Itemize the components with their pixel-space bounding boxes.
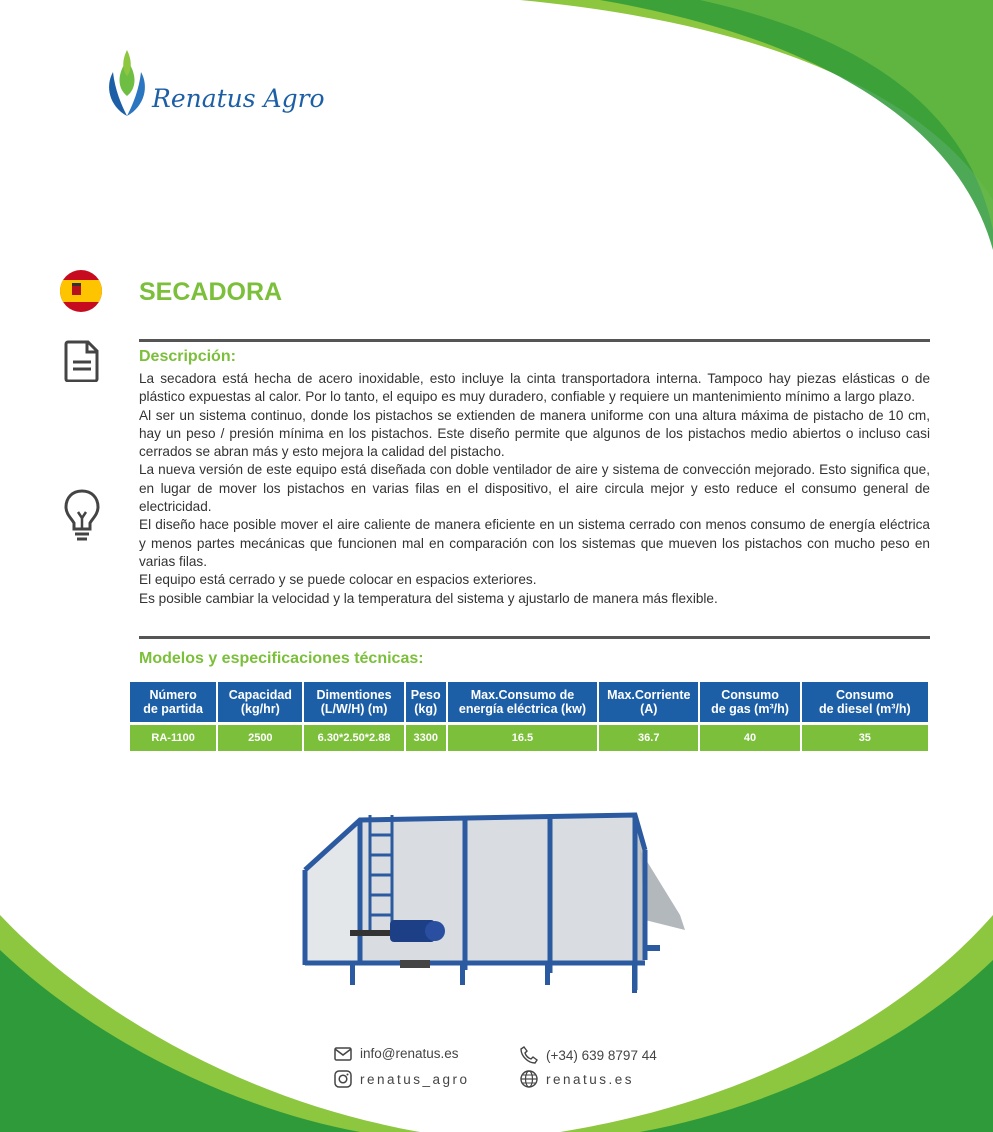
logo-leaf-icon <box>105 46 151 118</box>
mail-icon <box>334 1047 352 1061</box>
header-gas: Consumo de gas (m³/h) <box>700 682 799 725</box>
description-paragraph: El diseño hace posible mover el aire caliente de manera eficiente en un sistema cerrado con menos consumo de energía eléctrica y menos partes mecánicas que funcionen mal en comparación con los sistemas que mueven los pistachos con mucho peso en varias filas. <box>139 517 930 569</box>
divider-top <box>139 339 930 342</box>
instagram-text: renatus_agro <box>360 1071 470 1087</box>
description-body <box>139 370 930 608</box>
specs-table <box>128 682 930 751</box>
page-title: SECADORA <box>139 278 283 306</box>
cell-current: 36.7 <box>599 725 698 751</box>
table-row <box>130 725 928 751</box>
contact-website[interactable] <box>520 1070 634 1088</box>
cell-capacity: 2500 <box>218 725 302 751</box>
header-current: Max.Corriente (A) <box>599 682 698 725</box>
instagram-icon <box>334 1070 352 1088</box>
description-paragraph: La secadora está hecha de acero inoxidable, esto incluye la cinta transportadora interna. Tampoco hay piezas elásticas o de plástico expuestas al calor. Por lo tanto, el equipo es muy duradero, confiable y requiere un mantenimiento mínimo a largo plazo. <box>139 371 930 405</box>
description-paragraph: La nueva versión de este equipo está diseñada con doble ventilador de aire y sistema de convección mejorado. Esto significa que, en lugar de mover los pistachos en varias filas en el dispositivo, el aire circula mejor y esto reduce el consumo general de electricidad. <box>139 462 930 515</box>
cell-diesel: 35 <box>802 725 928 751</box>
contact-instagram[interactable] <box>334 1070 470 1088</box>
brand-name: Renatus Agro <box>152 84 325 113</box>
document-icon <box>64 340 100 382</box>
header-power: Max.Consumo de energía eléctrica (kw) <box>448 682 597 725</box>
cell-power: 16.5 <box>448 725 597 751</box>
divider-middle <box>139 636 930 639</box>
cell-weight: 3300 <box>406 725 446 751</box>
table-header-row <box>130 682 928 725</box>
phone-icon <box>520 1046 538 1064</box>
header-capacity: Capacidad (kg/hr) <box>218 682 302 725</box>
contact-email[interactable] <box>334 1046 459 1061</box>
contact-phone[interactable] <box>520 1046 657 1064</box>
header-weight: Peso (kg) <box>406 682 446 725</box>
header-part-number: Número de partida <box>130 682 216 725</box>
phone-text: (+34) 639 8797 44 <box>546 1047 657 1063</box>
description-paragraph: El equipo está cerrado y se puede colocar en espacios exteriores. <box>139 572 537 588</box>
description-paragraph: Es posible cambiar la velocidad y la temperatura del sistema y ajustarlo de manera más flexible. <box>139 590 718 606</box>
description-heading: Descripción: <box>139 348 236 365</box>
header-diesel: Consumo de diesel (m³/h) <box>802 682 928 725</box>
cell-gas: 40 <box>700 725 799 751</box>
description-paragraph: Al ser un sistema continuo, donde los pistachos se extienden de manera uniforme con una altura máxima de pistacho de 10 cm, hay un peso / presión mínima en los pistachos. Este diseño permite que algunos de los pistachos medio abiertos o incluso casi cerrados se abran más y esto mejora la calidad del pistacho. <box>139 407 930 460</box>
lightbulb-icon <box>63 488 101 544</box>
dryer-machine-image <box>300 795 695 995</box>
specs-heading: Modelos y especificaciones técnicas: <box>139 650 424 667</box>
email-text: info@renatus.es <box>360 1046 459 1061</box>
cell-dimensions: 6.30*2.50*2.88 <box>304 725 403 751</box>
spain-flag-icon <box>59 269 103 313</box>
header-dimensions: Dimentiones (L/W/H) (m) <box>304 682 403 725</box>
globe-icon <box>520 1070 538 1088</box>
website-text: renatus.es <box>546 1071 635 1087</box>
cell-part-number: RA-1100 <box>130 725 216 751</box>
